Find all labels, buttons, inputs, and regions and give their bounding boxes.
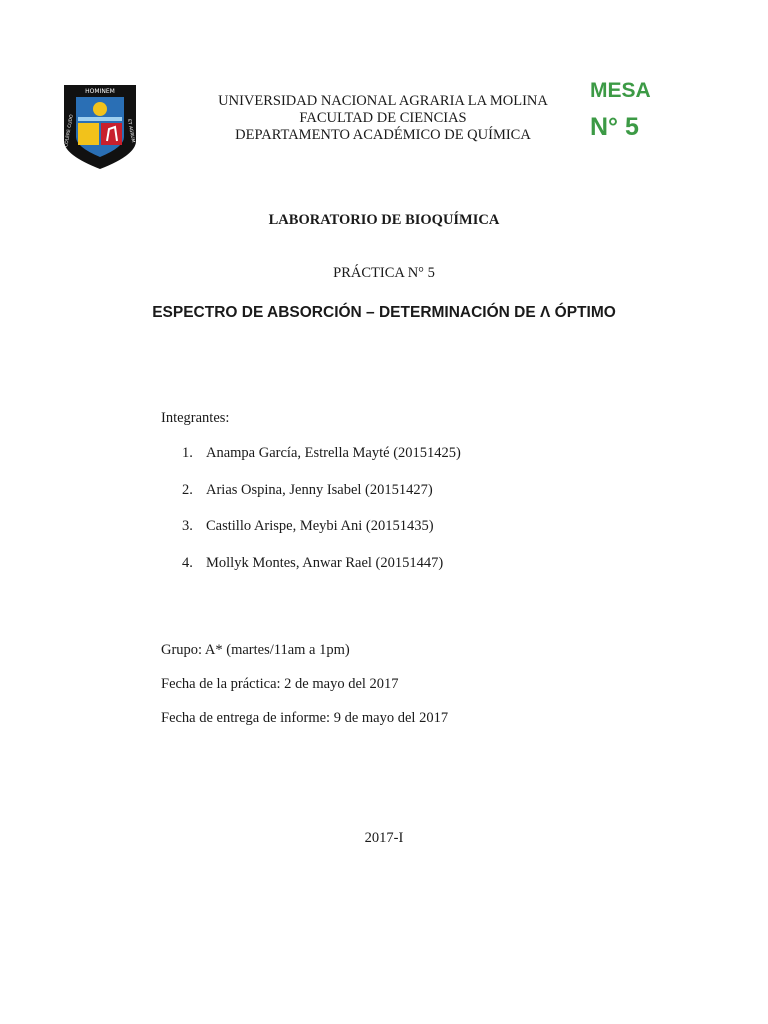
mesa-number: N° 5 <box>590 113 639 141</box>
member-name: Mollyk Montes, Anwar Rael (20151447) <box>206 554 444 571</box>
crest-right-text: ET AGRUM <box>125 118 136 144</box>
crest-left-text: COLERE CUDO <box>64 114 75 148</box>
group-info: Grupo: A* (martes/11am a 1pm) <box>161 642 350 658</box>
university-name: UNIVERSIDAD NACIONAL AGRARIA LA MOLINA <box>218 93 548 109</box>
list-item: 2. Arias Ospina, Jenny Isabel (20151427) <box>182 482 461 519</box>
member-name: Arias Ospina, Jenny Isabel (20151427) <box>206 481 433 498</box>
list-item: 1. Anampa García, Estrella Mayté (20151425) <box>182 445 461 482</box>
lab-title: LABORATORIO DE BIOQUÍMICA <box>268 212 500 228</box>
practice-number: PRÁCTICA N° 5 <box>333 265 435 281</box>
crest-top-text: HOMINEM <box>85 88 115 95</box>
table-number <box>590 78 651 142</box>
member-name: Anampa García, Estrella Mayté (20151425) <box>206 445 461 461</box>
members-label: Integrantes: <box>161 410 230 426</box>
university-crest-icon <box>62 83 138 171</box>
delivery-date: Fecha de entrega de informe: 9 de mayo del 2017 <box>161 710 449 726</box>
faculty-name: FACULTAD DE CIENCIAS <box>299 110 467 126</box>
mesa-label: MESA <box>590 79 651 102</box>
institution-header <box>200 93 566 144</box>
list-item: 3. Castillo Arispe, Meybi Ani (20151435) <box>182 518 461 555</box>
member-name: Castillo Arispe, Meybi Ani (20151435) <box>206 518 434 534</box>
report-title: ESPECTRO DE ABSORCIÓN – DETERMINACIÓN DE Λ ÓPTIMO <box>152 304 616 321</box>
list-item: 4. Mollyk Montes, Anwar Rael (20151447) <box>182 555 461 592</box>
practice-date: Fecha de la práctica: 2 de mayo del 2017 <box>161 676 399 692</box>
members-list <box>182 445 461 591</box>
semester: 2017-I <box>364 830 404 846</box>
department-name: DEPARTAMENTO ACADÉMICO DE QUÍMICA <box>235 127 531 143</box>
